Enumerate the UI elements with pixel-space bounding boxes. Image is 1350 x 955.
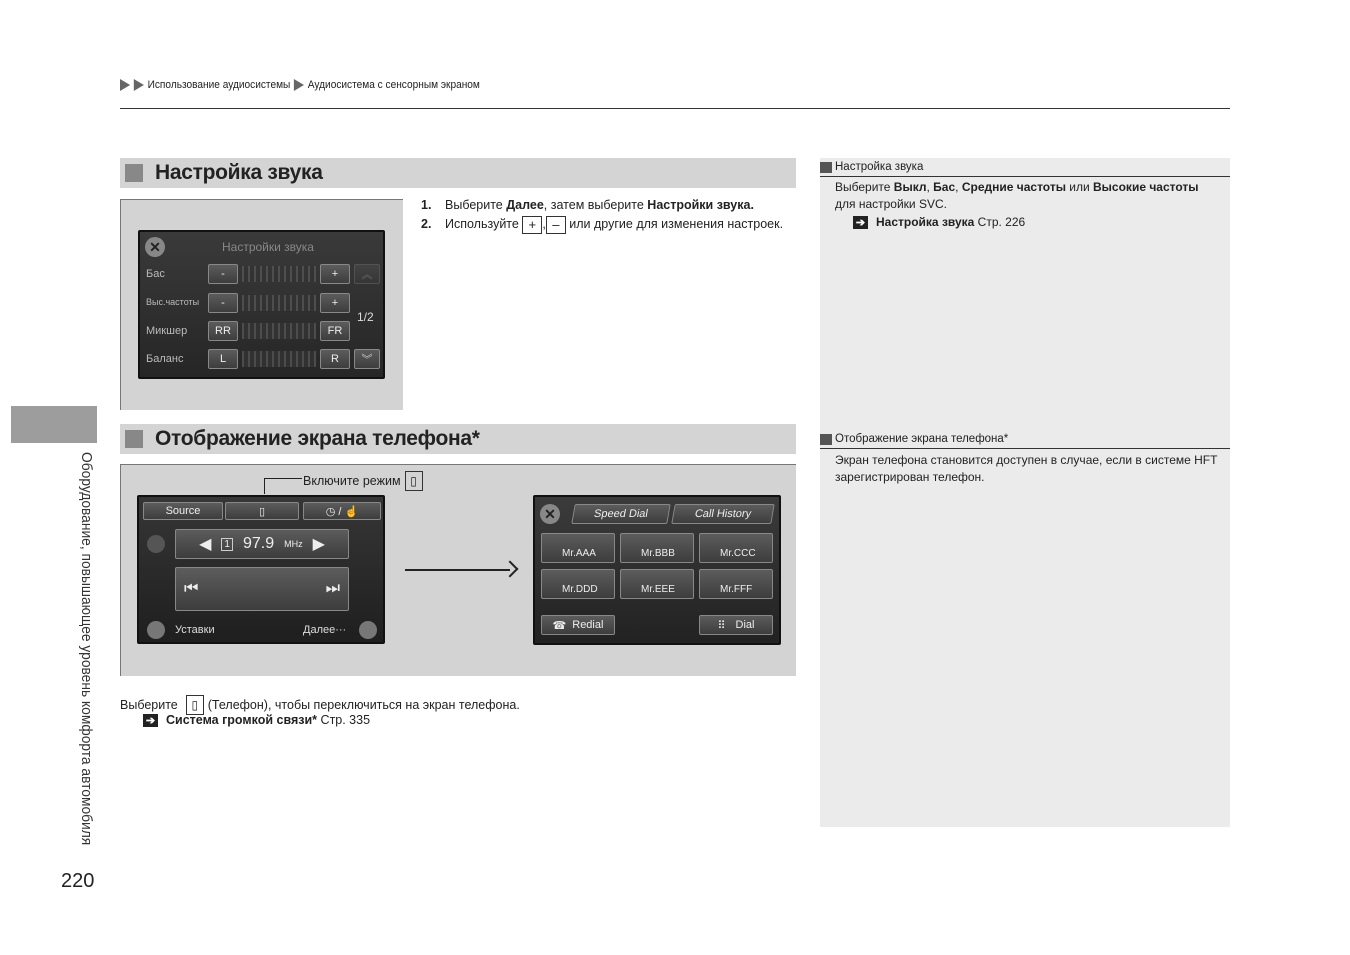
keypad-icon: ⠿ bbox=[717, 619, 726, 632]
row-label: Выс.частоты bbox=[146, 297, 200, 307]
left-knob-icon[interactable] bbox=[147, 621, 165, 639]
more-label[interactable]: Далее··· bbox=[303, 624, 347, 636]
right-knob-icon[interactable] bbox=[359, 621, 377, 639]
callout-line bbox=[264, 478, 302, 479]
arrow-icon bbox=[294, 79, 304, 91]
speed-dial-contact[interactable]: Mr.FFF bbox=[699, 569, 773, 599]
breadcrumb bbox=[120, 79, 480, 91]
seek-bar[interactable] bbox=[175, 567, 349, 611]
instruction-steps bbox=[421, 196, 783, 234]
frequency-unit: MHz bbox=[284, 539, 303, 549]
phone-button[interactable]: ▯ bbox=[225, 502, 299, 520]
source-button[interactable]: Source bbox=[143, 502, 223, 520]
decrease-button[interactable]: - bbox=[208, 264, 238, 284]
step-2: 2. Используйте + , – или другие для изменения настроек. bbox=[421, 217, 784, 233]
row-label: Баланс bbox=[146, 353, 184, 365]
tab-speed-dial[interactable]: Speed Dial bbox=[571, 504, 671, 524]
square-icon bbox=[125, 164, 143, 182]
breadcrumb-item[interactable]: Аудиосистема с сенсорным экраном bbox=[307, 79, 480, 91]
tune-down-icon[interactable]: ◀ bbox=[199, 536, 212, 553]
arrow-icon bbox=[120, 79, 130, 91]
note-icon bbox=[820, 434, 832, 445]
speed-dial-contact[interactable]: Mr.CCC bbox=[699, 533, 773, 563]
close-icon[interactable]: ✕ bbox=[540, 504, 560, 524]
square-icon bbox=[125, 430, 143, 448]
signal-icon bbox=[147, 535, 165, 553]
redial-button[interactable]: ☎ Redial bbox=[541, 615, 615, 635]
callout: Включите режим ▯ bbox=[303, 471, 423, 491]
header-divider bbox=[120, 108, 1230, 109]
speed-dial-contact[interactable]: Mr.EEE bbox=[620, 569, 694, 599]
minus-key-icon: – bbox=[546, 216, 566, 234]
note-body: Выберите Выкл, Бас, Средние частоты или Высокие частоты для настройки SVC. bbox=[835, 180, 1199, 211]
tab-call-history[interactable]: Call History bbox=[671, 504, 775, 524]
note-header: Настройка звука bbox=[820, 158, 1230, 177]
section-title: Настройка звука bbox=[155, 161, 323, 184]
previous-track-icon[interactable]: ⏮ bbox=[184, 580, 199, 597]
chapter-tab bbox=[11, 406, 97, 443]
balance-slider[interactable] bbox=[242, 351, 316, 367]
speed-dial-contact[interactable]: Mr.AAA bbox=[541, 533, 615, 563]
row-label: Бас bbox=[146, 268, 165, 280]
front-button[interactable]: FR bbox=[320, 321, 350, 341]
plus-key-icon: + bbox=[522, 216, 542, 234]
tune-up-icon[interactable]: ▶ bbox=[312, 536, 325, 553]
phone-handset-icon: ☎ bbox=[552, 619, 567, 632]
note-body: Экран телефона становится доступен в случае, если в системе HFT зарегистрирован телефон. bbox=[835, 453, 1218, 484]
speed-dial-contact[interactable]: Mr.BBB bbox=[620, 533, 694, 563]
phone-screen bbox=[533, 495, 781, 645]
presets-label[interactable]: Уставки bbox=[175, 624, 215, 636]
left-button[interactable]: L bbox=[208, 349, 238, 369]
sound-settings-screen bbox=[138, 230, 385, 379]
arrow-icon bbox=[134, 79, 144, 91]
phone-icon: ▯ bbox=[405, 471, 423, 491]
bass-slider[interactable] bbox=[242, 266, 316, 282]
rear-button[interactable]: RR bbox=[208, 321, 238, 341]
treble-slider[interactable] bbox=[242, 295, 316, 311]
page-number: 220 bbox=[61, 870, 95, 892]
breadcrumb-item[interactable]: Использование аудиосистемы bbox=[147, 79, 291, 91]
dial-button[interactable]: ⠿ Dial bbox=[699, 615, 773, 635]
clock-touch-icon[interactable]: ◷ / ☝ bbox=[303, 502, 381, 520]
phone-icon: ▯ bbox=[186, 695, 204, 715]
page-indicator: 1/2 bbox=[357, 310, 374, 324]
increase-button[interactable]: + bbox=[320, 293, 350, 313]
audio-screen bbox=[137, 495, 385, 644]
preset-badge: 1 bbox=[221, 538, 233, 551]
close-icon[interactable]: ✕ bbox=[145, 237, 165, 257]
reference-arrow-icon: ➔ bbox=[853, 216, 868, 229]
decrease-button[interactable]: - bbox=[208, 293, 238, 313]
reference-arrow-icon: ➔ bbox=[143, 714, 158, 727]
section-title: Отображение экрана телефона* bbox=[155, 427, 480, 450]
transition-arrow bbox=[405, 569, 510, 571]
cross-reference[interactable]: ➔ Настройка звука Стр. 226 bbox=[853, 215, 1025, 229]
phone-instruction: Выберите ▯ (Телефон), чтобы переключиться на экран телефона. bbox=[120, 695, 520, 715]
chapter-title: Оборудование, повышающее уровень комфорта автомобиля bbox=[78, 452, 95, 846]
row-label: Микшер bbox=[146, 325, 188, 337]
scroll-down-icon[interactable]: ︾ bbox=[354, 349, 380, 369]
frequency-value: 97.9 bbox=[242, 535, 275, 552]
step-1: 1. Выберите Далее, затем выберите Настройки звука. bbox=[421, 198, 754, 212]
cross-reference[interactable]: ➔ Система громкой связи* Стр. 335 bbox=[143, 713, 370, 727]
right-button[interactable]: R bbox=[320, 349, 350, 369]
section-header-sound bbox=[120, 158, 796, 188]
screen-title: Настройки звука bbox=[222, 240, 314, 254]
note-icon bbox=[820, 162, 832, 173]
next-track-icon[interactable]: ⏭ bbox=[325, 580, 340, 597]
increase-button[interactable]: + bbox=[320, 264, 350, 284]
scroll-up-icon[interactable]: ︽ bbox=[354, 264, 380, 284]
section-header-phone bbox=[120, 424, 796, 454]
note-header: Отображение экрана телефона* bbox=[820, 430, 1230, 449]
callout-line bbox=[264, 478, 265, 494]
fader-slider[interactable] bbox=[242, 323, 316, 339]
frequency-display[interactable] bbox=[175, 529, 349, 559]
speed-dial-contact[interactable]: Mr.DDD bbox=[541, 569, 615, 599]
notes-column bbox=[820, 158, 1230, 827]
